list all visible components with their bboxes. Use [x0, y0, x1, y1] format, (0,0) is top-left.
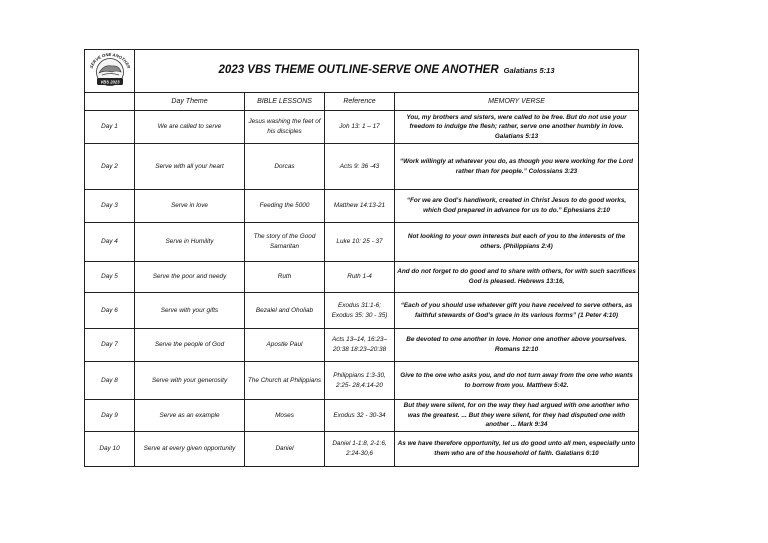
theme-cell: Serve with your gifts	[135, 293, 245, 329]
table-row	[85, 329, 639, 362]
vbs-logo-icon	[86, 51, 134, 91]
logo-cell	[85, 50, 135, 93]
memory-verse-cell: But they were silent, for on the way they had argued with one another who was the greatest. ... But they were silent, for they had disputed one with another ... Mark 9:34	[395, 400, 639, 432]
day-cell: Day 6	[85, 293, 135, 329]
title-cell	[135, 50, 639, 93]
table-row	[85, 111, 639, 144]
reference-cell: Exodus 31:1-6; Exodus 35: 30 - 35)	[325, 293, 395, 329]
lesson-cell: Dorcas	[245, 144, 325, 190]
memory-verse-cell: You, my brothers and sisters, were called to be free. But do not use your freedom to indulge the flesh; rather, serve one another humbly in love. Galatians 5:13	[395, 111, 639, 144]
page-subtitle: Galatians 5:13	[503, 65, 555, 75]
theme-cell: We are called to serve	[135, 111, 245, 144]
vbs-outline-table	[84, 49, 639, 467]
lesson-cell: Jesus washing the feet of his disciples	[245, 111, 325, 144]
reference-cell: Joh 13: 1 – 17	[325, 111, 395, 144]
memory-verse-cell: Be devoted to one another in love. Honor one another above yourselves. Romans 12:10	[395, 329, 639, 362]
day-cell: Day 1	[85, 111, 135, 144]
logo-arc-text: SERVE ONE ANOTHER	[88, 52, 131, 69]
table-row	[85, 262, 639, 293]
day-cell: Day 10	[85, 431, 135, 466]
theme-cell: Serve as an example	[135, 400, 245, 432]
table-row	[85, 223, 639, 262]
theme-cell: Serve the people of God	[135, 329, 245, 362]
lesson-cell: Moses	[245, 400, 325, 432]
theme-cell: Serve with your generosity	[135, 362, 245, 400]
lesson-cell: The story of the Good Samaritan	[245, 223, 325, 262]
memory-verse-cell: “Each of you should use whatever gift you have received to serve others, as faithful stewards of God’s grace in its various forms” (1 Peter 4:10)	[395, 293, 639, 329]
day-cell: Day 3	[85, 190, 135, 223]
lesson-cell: Ruth	[245, 262, 325, 293]
reference-cell: Luke 10: 25 - 37	[325, 223, 395, 262]
lesson-cell: The Church at Philippians	[245, 362, 325, 400]
logo-banner-text: VBS 2023	[99, 79, 120, 85]
reference-cell: Matthew 14:13-21	[325, 190, 395, 223]
reference-cell: Ruth 1-4	[325, 262, 395, 293]
lesson-cell: Bezalel and Oholiab	[245, 293, 325, 329]
header-day	[85, 93, 135, 111]
memory-verse-cell: Give to the one who asks you, and do not turn away from the one who wants to borrow from you. Matthew 5:42.	[395, 362, 639, 400]
memory-verse-cell: “Work willingly at whatever you do, as though you were working for the Lord rather than for people.” Colossians 3:23	[395, 144, 639, 190]
lesson-cell: Apostle Paul	[245, 329, 325, 362]
day-cell: Day 9	[85, 400, 135, 432]
day-cell: Day 5	[85, 262, 135, 293]
reference-cell: Daniel 1-1:8, 2-1:6, 2:24-30,6	[325, 431, 395, 466]
table-row	[85, 400, 639, 432]
header-day-theme: Day Theme	[135, 93, 245, 111]
reference-cell: Acts 9: 36 -43	[325, 144, 395, 190]
day-cell: Day 2	[85, 144, 135, 190]
table-row	[85, 190, 639, 223]
title-row	[85, 50, 639, 93]
theme-cell: Serve in Humility	[135, 223, 245, 262]
day-cell: Day 7	[85, 329, 135, 362]
header-row	[85, 93, 639, 111]
page-title: 2023 VBS THEME OUTLINE-SERVE ONE ANOTHER	[218, 63, 499, 76]
theme-cell: Serve the poor and needy	[135, 262, 245, 293]
header-memory-verse: MEMORY VERSE	[395, 93, 639, 111]
table-row	[85, 293, 639, 329]
day-cell: Day 8	[85, 362, 135, 400]
theme-cell: Serve with all your heart	[135, 144, 245, 190]
memory-verse-cell: As we have therefore opportunity, let us do good unto all men, especially unto them who are of the household of faith. Galatians 6:10	[395, 431, 639, 466]
theme-cell: Serve at every given opportunity	[135, 431, 245, 466]
reference-cell: Exodus 32 - 30-34	[325, 400, 395, 432]
table-row	[85, 144, 639, 190]
table-row	[85, 362, 639, 400]
theme-cell: Serve in love	[135, 190, 245, 223]
memory-verse-cell: And do not forget to do good and to share with others, for with such sacrifices God is pleased. Hebrews 13:16,	[395, 262, 639, 293]
reference-cell: Philippians 1:3-30, 2:25- 28,4:14-20	[325, 362, 395, 400]
lesson-cell: Daniel	[245, 431, 325, 466]
reference-cell: Acts 13–14, 16:23–20:38 18:23–20:38	[325, 329, 395, 362]
header-reference: Reference	[325, 93, 395, 111]
memory-verse-cell: “For we are God’s handiwork, created in Christ Jesus to do good works, which God prepared in advance for us to do.” Ephesians 2:10	[395, 190, 639, 223]
header-bible-lessons: BIBLE LESSONS	[245, 93, 325, 111]
memory-verse-cell: Not looking to your own interests but each of you to the interests of the others. (Philippians 2:4)	[395, 223, 639, 262]
lesson-cell: Feeding the 5000	[245, 190, 325, 223]
table-row	[85, 431, 639, 466]
day-cell: Day 4	[85, 223, 135, 262]
